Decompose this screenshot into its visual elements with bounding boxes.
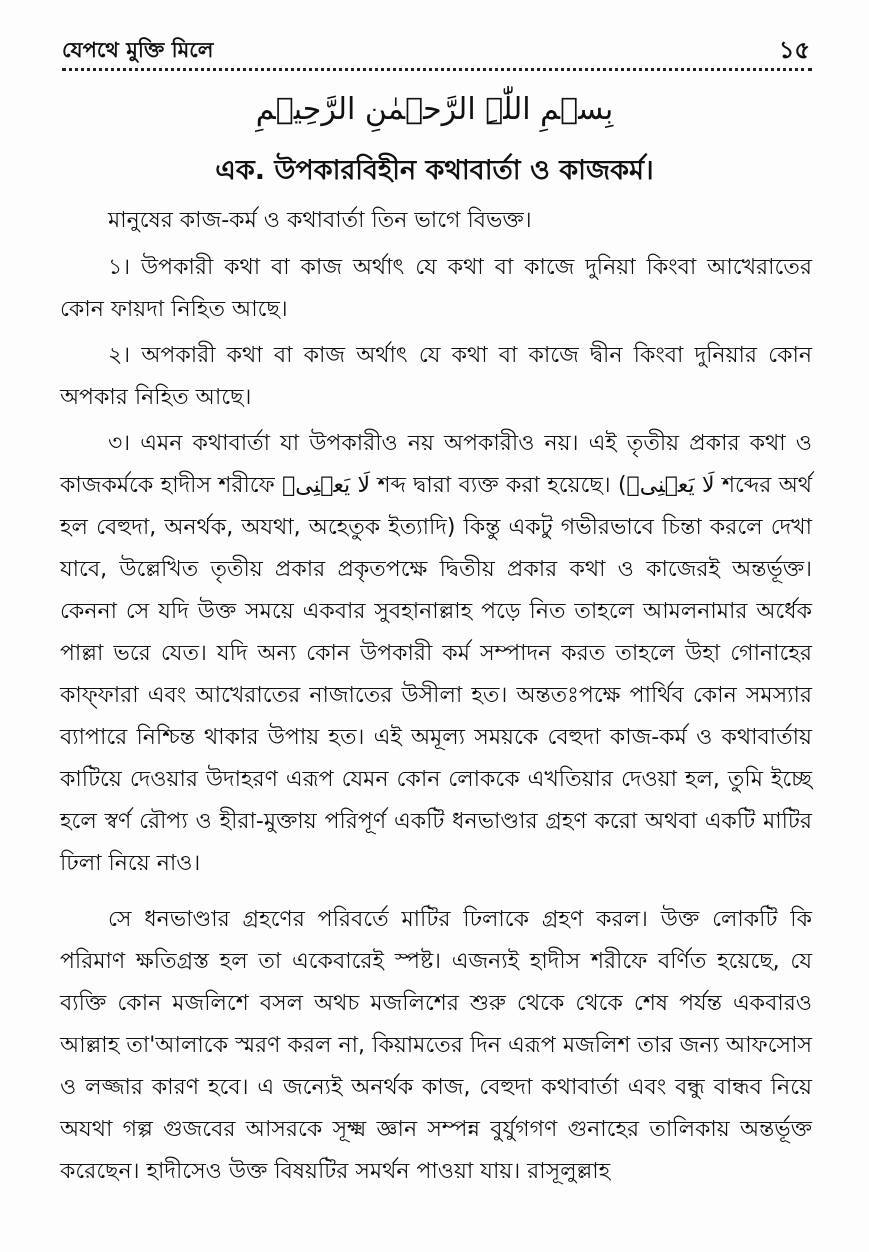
page-number: ১৫ bbox=[778, 36, 810, 64]
chapter-title: এক. উপকারবিহীন কথাবার্তা ও কাজকর্ম। bbox=[215, 155, 654, 186]
item-3-text-part-3: শব্দের অর্থ হল বেহুদা, অনর্থক, অযথা, অহেতুক ইত্যাদি) কিন্তু একটু গভীরভাবে চিন্তা করলে দেখা যাবে, উল্লেখিত তৃতীয় প্রকার প্রকৃতপক্ষে দ্বিতীয় প্রকার কথা ও কাজেরই অন্তর্ভূক্ত। কেননা সে যদি উক্ত সময়ে একবার সুবহানাল্লাহ পড়ে নিত তাহলে আমলনামার অর্ধেক পাল্লা ভরে যেত। যদি অন্য কোন উপকারী কর্ম সম্পাদন করত তাহলে উহা গোনাহের কাফ্ফারা এবং আখেরাতের নাজাতের উসীলা হত। অন্ততঃপক্ষে পার্থিব কোন সমস্যার ব্যাপারে নিশ্চিন্ত থাকার উপায় হত। এই অমূল্য সময়কে বেহুদা কাজ-কর্ম ও কথাবার্তায় কাটিয়ে দেওয়ার উদাহরণ এরূপ যেমন কোন লোককে এখতিয়ার দেওয়া হল, তুমি ইচ্ছে হলে স্বর্ণ রৌপ্য ও হীরা-মুক্তায় পরিপূর্ণ একটি ধনভাণ্ডার গ্রহণ করো অথবা একটি মাটির ঢিলা নিয়ে নাও। bbox=[60, 473, 813, 876]
paragraph-intro: মানুষের কাজ-কর্ম ও কথাবার্তা তিন ভাগে বিভক্ত। bbox=[108, 208, 532, 233]
running-title: যেপথে মুক্তি মিলে bbox=[62, 38, 214, 62]
paragraph-item-3 bbox=[60, 423, 812, 885]
item-3-text-part-2: শব্দ দ্বারা ব্যক্ত করা হয়েছে। ( bbox=[377, 473, 627, 498]
body-text bbox=[60, 200, 812, 1198]
page-header bbox=[62, 34, 810, 68]
arabic-term-inline-2: لَا یَعۡنِیۡ bbox=[626, 473, 715, 498]
bismillah-heading: بِسۡمِ اللّٰہِ الرَّحۡمٰنِ الرَّحِیۡمِ bbox=[255, 92, 614, 127]
paragraph-item-1: ১। উপকারী কথা বা কাজ অর্থাৎ যে কথা বা কাজে দুনিয়া কিংবা আখেরাতের কোন ফায়দা নিহিত আছে। bbox=[60, 255, 812, 322]
arabic-term-inline-1: لَا یَعۡنِیۡ bbox=[282, 473, 371, 498]
header-divider bbox=[62, 68, 812, 71]
item-3-text-part-1: ৩। এমন কথাবার্তা যা উপকারীও নয় অপকারীও নয়। এই তৃতীয় প্রকার কথা ও কাজকর্মকে হাদীস শরীফে bbox=[60, 431, 812, 498]
paragraph-item-2: ২। অপকারী কথা বা কাজ অর্থাৎ যে কথা বা কাজে দ্বীন কিংবা দুনিয়ার কোন অপকার নিহিত আছে। bbox=[60, 343, 812, 410]
paragraph-closing: সে ধনভাণ্ডার গ্রহণের পরিবর্তে মাটির ঢিলাকে গ্রহণ করল। উক্ত লোকটি কি পরিমাণ ক্ষতিগ্রস্ত হল তা একেবারেই স্পষ্ট। এজন্যই হাদীস শরীফে বর্ণিত হয়েছে, যে ব্যক্তি কোন মজলিশে বসল অথচ মজলিশের শুরু থেকে থেকে শেষ পর্যন্ত একবারও আল্লাহ তা'আলাকে স্মরণ করল না, কিয়ামতের দিন এরূপ মজলিশ তার জন্য আফসোস ও লজ্জার কারণ হবে। এ জন্যেই অনর্থক কাজ, বেহুদা কথাবার্তা এবং বন্ধু বান্ধব নিয়ে অযথা গল্প গুজবের আসরকে সূক্ষ্ম জ্ঞান সম্পন্ন বুর্যুগগণ গুনাহের তালিকায় অন্তর্ভূক্ত করেছেন। হাদীসেও উক্ত বিষয়টির সমর্থন পাওয়া যায়। রাসূলুল্লাহ bbox=[60, 907, 812, 1184]
